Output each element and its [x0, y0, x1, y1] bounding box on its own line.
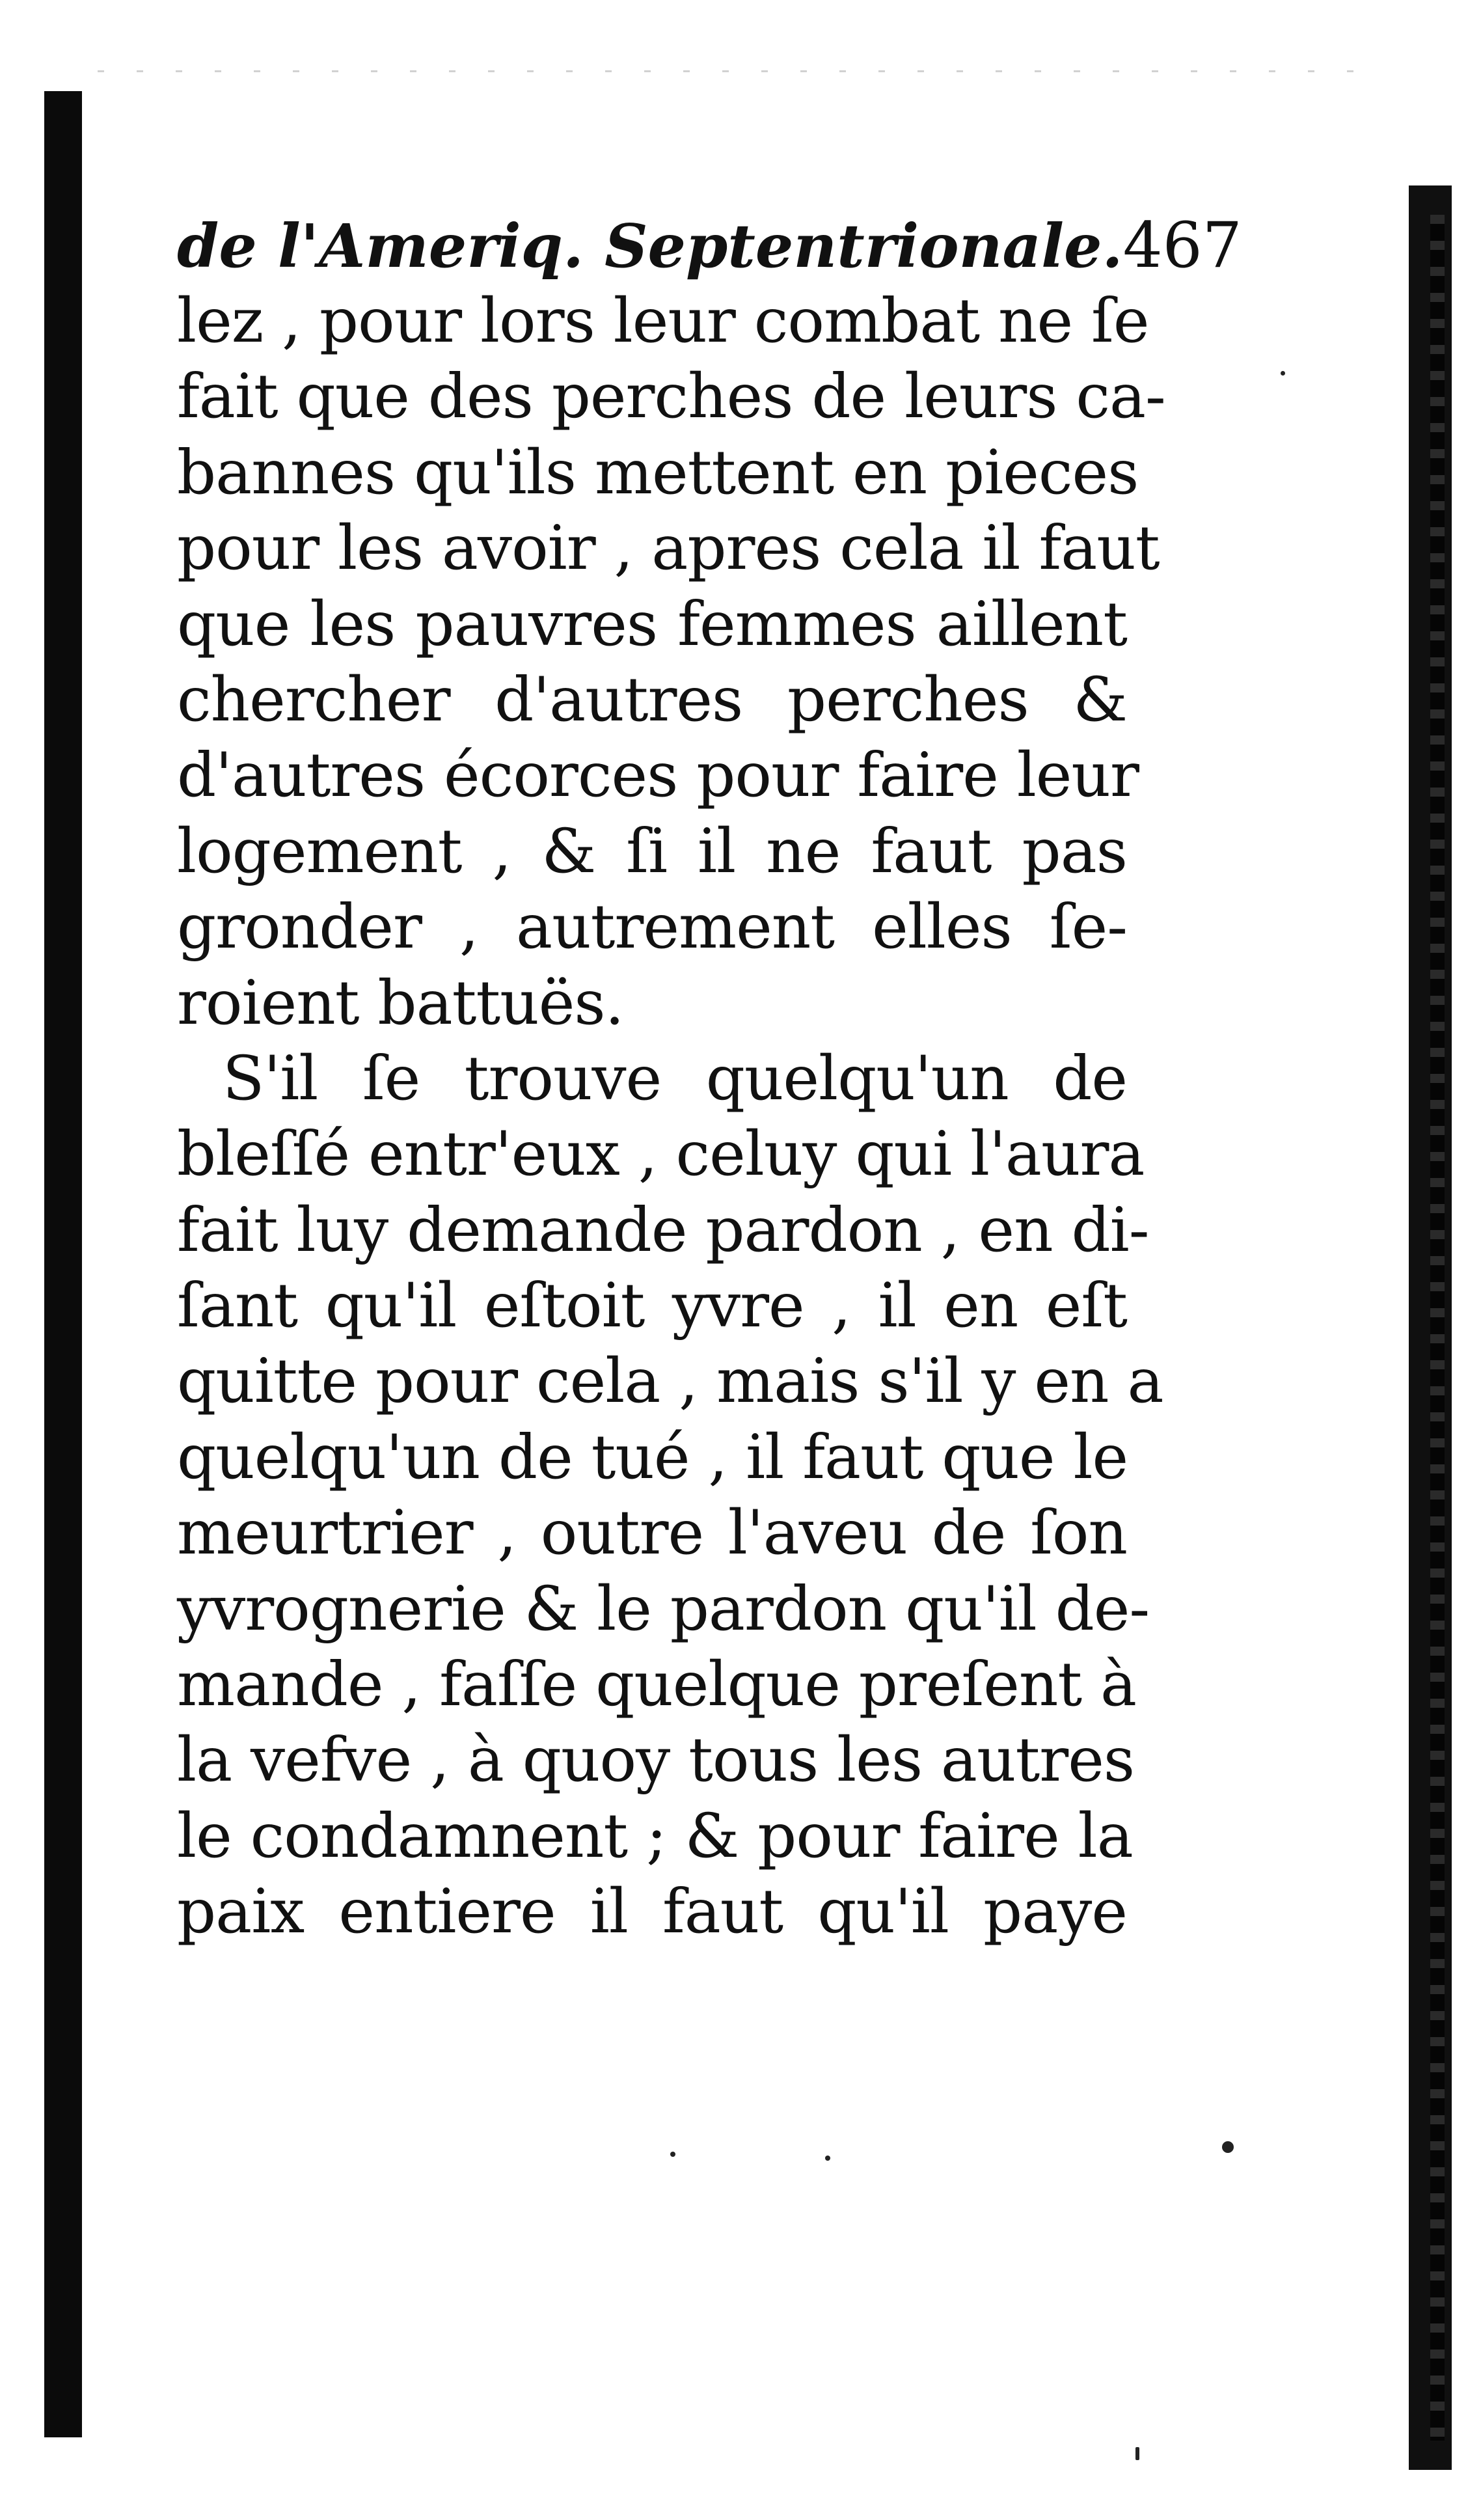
text-line: ſant qu'il eſtoit yvre , il en eſt: [177, 1270, 1127, 1342]
ink-speck: [1281, 371, 1285, 376]
text-line: lez , pour lors leur combat ne ſe: [177, 286, 1149, 357]
text-line: fait que des perches de leurs ca-: [177, 361, 1165, 433]
running-head-title: de l'Ameriq. Septentrionale.: [177, 211, 1123, 281]
text-line: paix entiere il faut qu'il paye: [177, 1876, 1127, 1948]
ink-speck: [1222, 2141, 1234, 2153]
text-line: quelqu'un de tué , il faut que le: [177, 1421, 1128, 1493]
text-line: le condamnent ; & pour faire la: [177, 1800, 1133, 1872]
text-line: mande , faſſe quelque preſent à: [177, 1649, 1137, 1721]
page-text-block: [177, 207, 1242, 1951]
left-binding-edge: [44, 91, 82, 2437]
text-line: gronder , autrement elles ſe-: [177, 892, 1127, 963]
text-line: la vefve , à quoy tous les autres: [177, 1725, 1135, 1796]
paragraph-start-line: S'il ſe trouve quelqu'un de: [223, 1043, 1127, 1114]
text-line: d'autres écorces pour faire leur: [177, 740, 1139, 812]
text-line: meurtrier , outre l'aveu de ſon: [177, 1498, 1127, 1569]
ink-speck: [1135, 2447, 1139, 2460]
top-edge-noise: [98, 70, 1386, 72]
page-number: 467: [1122, 209, 1242, 282]
text-line: bannes qu'ils mettent en pieces: [177, 437, 1139, 508]
right-page-edge-texture: [1430, 215, 1445, 2441]
ink-speck: [670, 2152, 675, 2157]
text-line: chercher d'autres perches &: [177, 664, 1127, 735]
text-line: fait luy demande pardon , en di-: [177, 1194, 1149, 1266]
text-line: yvrognerie & le pardon qu'il de-: [177, 1573, 1150, 1645]
running-head: [177, 207, 1242, 284]
text-line: bleſſé entr'eux , celuy qui l'aura: [177, 1119, 1145, 1190]
paragraph-end-line: roient battuës.: [177, 967, 624, 1039]
text-line: que les pauvres femmes aillent: [177, 588, 1127, 660]
text-line: quitte pour cela , mais s'il y en a: [177, 1346, 1163, 1418]
ink-speck: [825, 2156, 830, 2161]
text-line: logement , & ſi il ne faut pas: [177, 815, 1127, 887]
text-line: pour les avoir , apres cela il faut: [177, 513, 1160, 584]
